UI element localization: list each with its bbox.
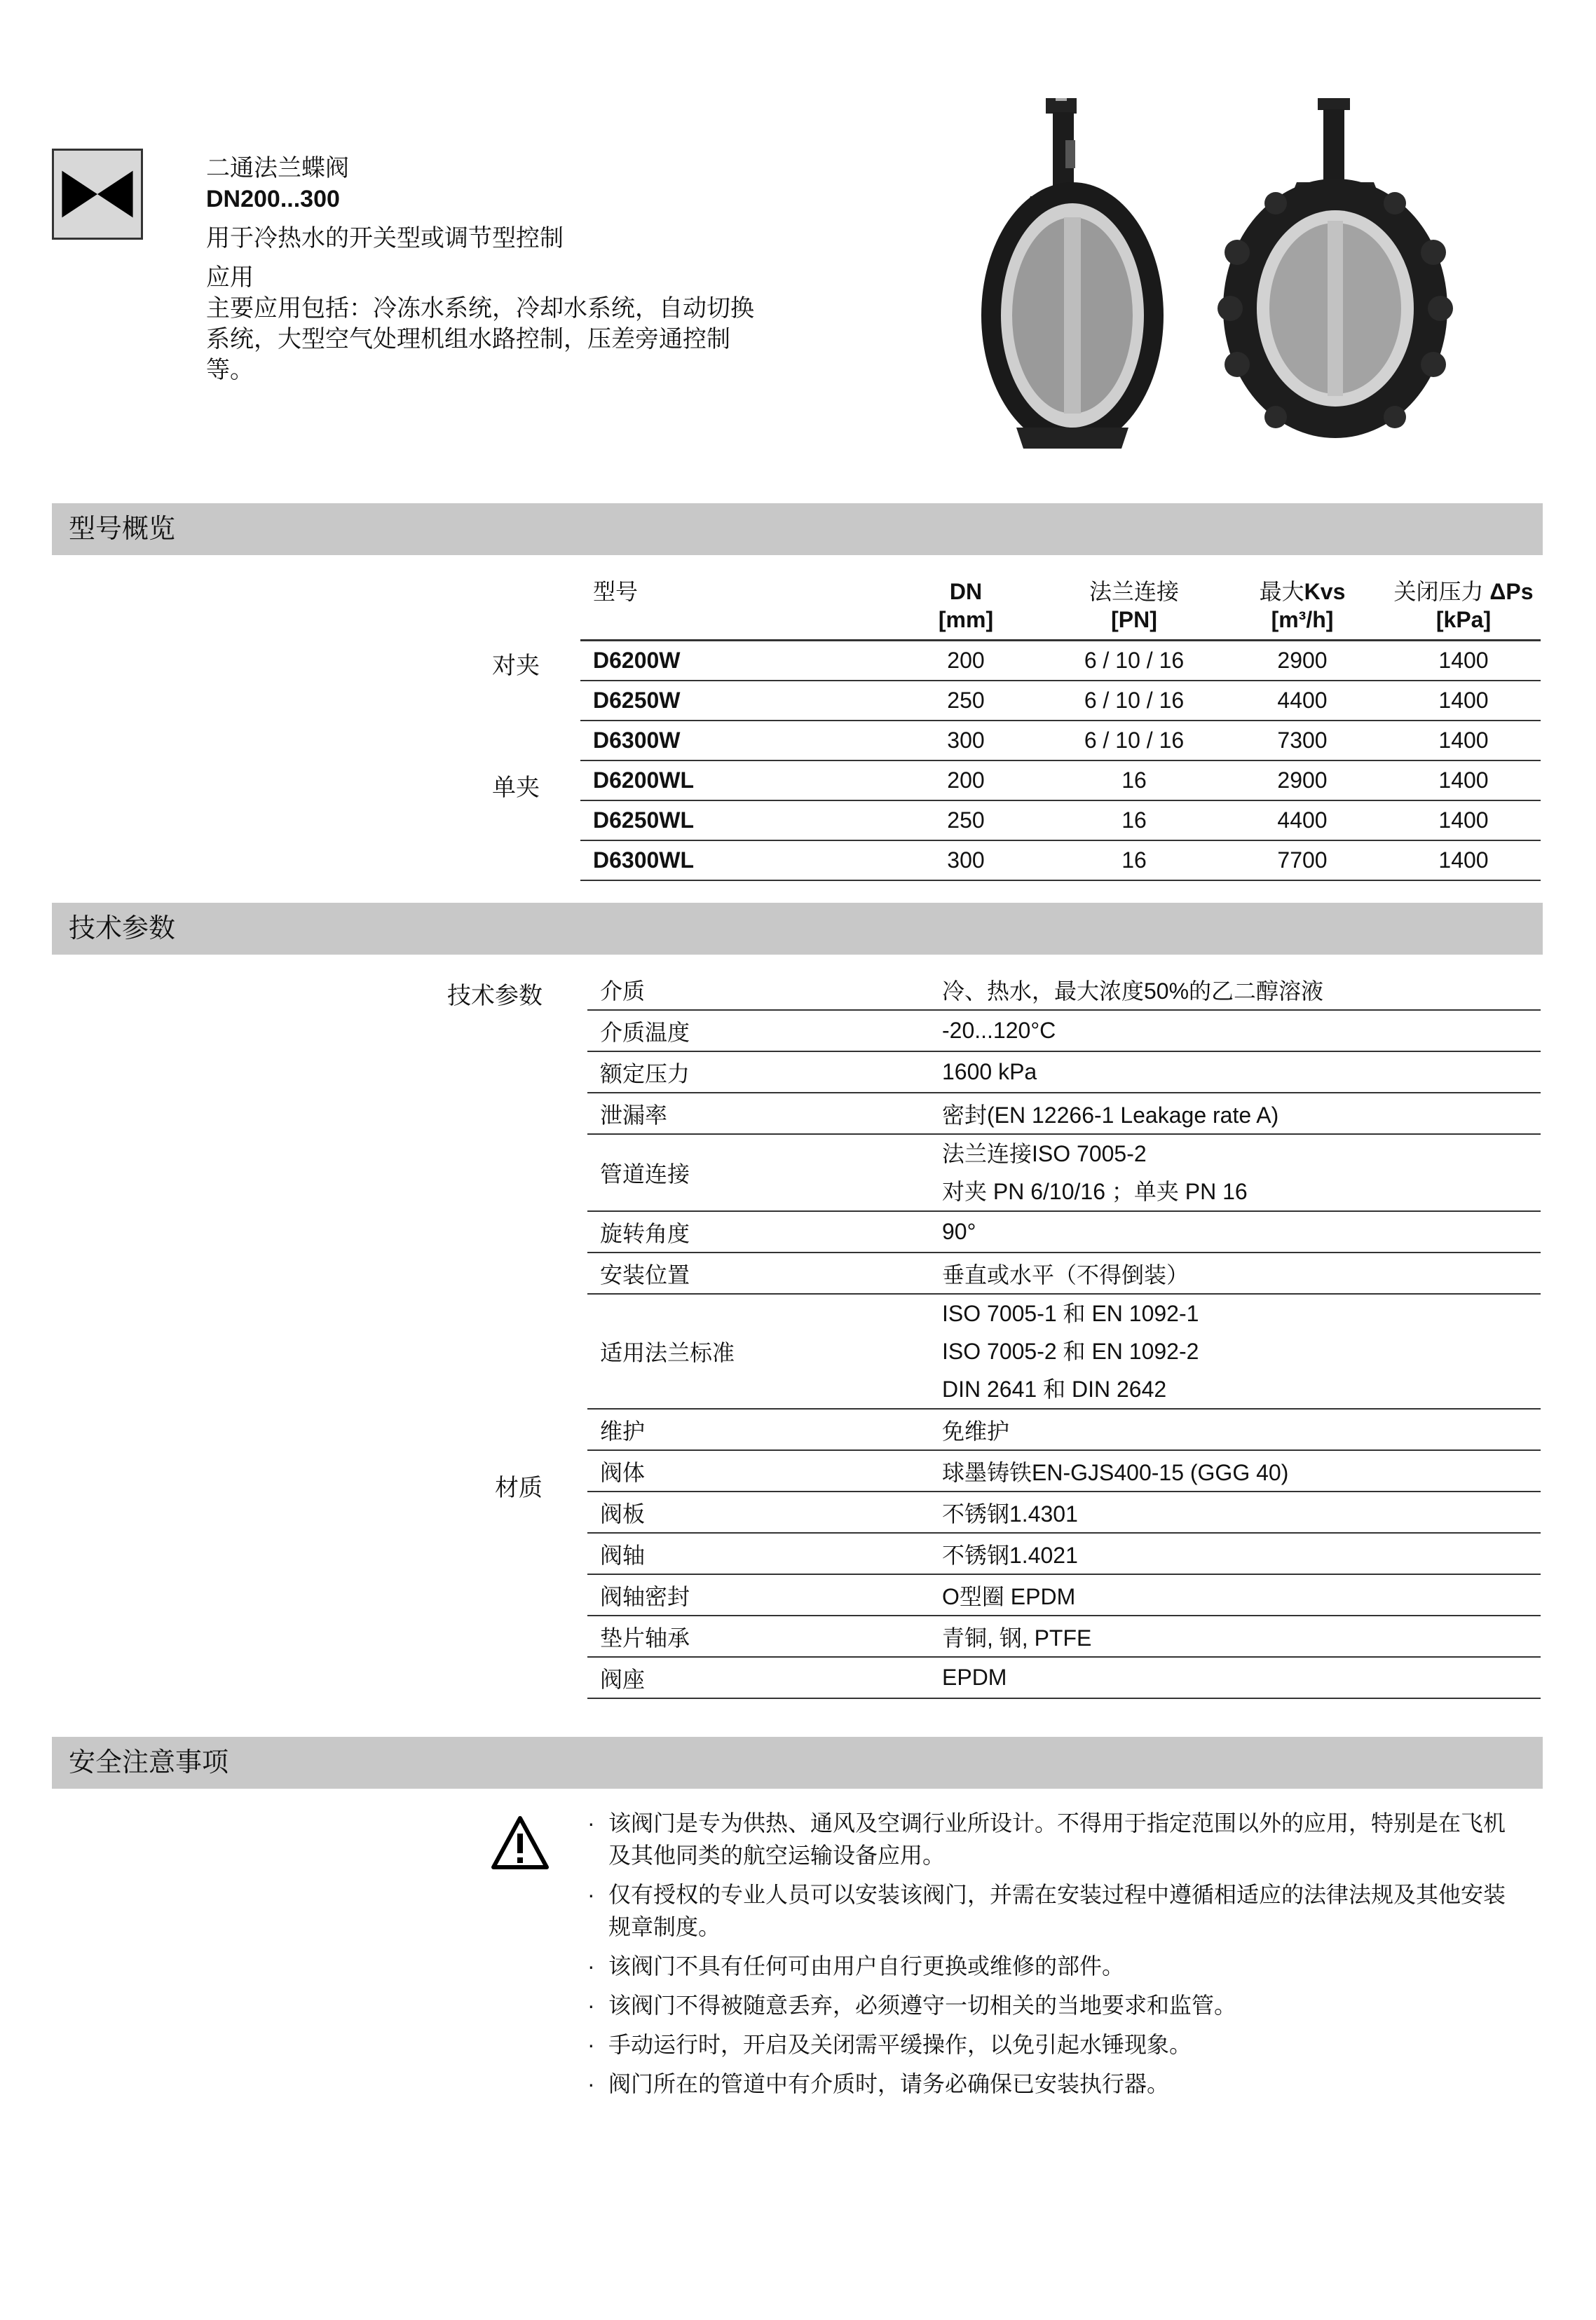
param-value: 免维护 [929,1409,1541,1450]
param-value: O型圈 EPDM [929,1574,1541,1616]
group-label-tech: 技术参数 [447,983,543,1009]
cell-dps: 1400 [1386,800,1541,840]
butterfly-valve-icon [54,151,141,238]
table-row [587,1450,1541,1492]
param-value-line: ISO 7005-2 和 EN 1092-2 [942,1339,1199,1364]
header-model: 型号 [580,573,882,641]
list-item [585,1878,1545,1943]
table-row [587,1492,1541,1533]
param-value: 不锈钢1.4021 [929,1533,1541,1574]
safety-text: 及其他同类的航空运输设备应用。 [608,1843,946,1868]
safety-text: 仅有授权的专业人员可以安装该阀门，并需在安装过程中遵循相适应的法律法规及其他安装 [608,1882,1506,1907]
param-key: 阀体 [587,1450,929,1492]
cell-pn: 6 / 10 / 16 [1050,721,1218,760]
table-row [580,641,1541,681]
param-key: 额定压力 [587,1051,929,1093]
table-row [587,1051,1541,1093]
bullet: · [587,2071,595,2096]
tech-params-table [587,969,1541,1699]
param-key: 阀轴 [587,1533,929,1574]
param-key: 介质 [587,969,929,1010]
param-key: 介质温度 [587,1010,929,1051]
safety-text: 阀门所在的管道中有介质时，请务必确保已安装执行器。 [608,2071,1170,2096]
cell-model: D6200WL [580,760,882,800]
bullet: · [587,2032,595,2057]
param-value: 密封(EN 12266-1 Leakage rate A) [929,1093,1541,1134]
param-value: -20...120°C [929,1010,1541,1051]
table-row [587,1574,1541,1616]
table-row [587,1093,1541,1134]
param-key: 阀板 [587,1492,929,1533]
group-label-lug: 单夹 [492,775,540,801]
table-row [587,1294,1541,1409]
cell-dps: 1400 [1386,641,1541,681]
valve-symbol-logo [52,149,143,240]
lug-valve-image [1218,98,1453,438]
cell-kvs: 4400 [1218,681,1386,721]
table-row [580,681,1541,721]
table-row [587,1409,1541,1450]
cell-kvs: 7300 [1218,721,1386,760]
product-photos [967,98,1528,463]
param-value: EPDM [929,1657,1541,1698]
group-label-material: 材质 [495,1475,543,1501]
section-model-overview: 型号概览 [52,503,1543,555]
cell-model: D6200W [580,641,882,681]
group-label-wafer: 对夹 [492,653,540,679]
application-line-2: 系统，大型空气处理机组水路控制，压差旁通控制 [206,326,730,353]
table-row [587,1616,1541,1657]
cell-dn: 300 [882,721,1050,760]
bullet: · [587,1953,595,1979]
cell-dn: 300 [882,840,1050,880]
table-row [587,969,1541,1010]
product-description: 用于冷热水的开关型或调节型控制 [206,225,564,252]
header-kvs: 最大Kvs [m³/h] [1218,573,1386,641]
table-row [580,721,1541,760]
cell-dps: 1400 [1386,721,1541,760]
cell-pn: 16 [1050,840,1218,880]
application-line-3: 等。 [206,357,254,383]
cell-kvs: 7700 [1218,840,1386,880]
cell-kvs: 2900 [1218,760,1386,800]
cell-kvs: 4400 [1218,800,1386,840]
header-dn: DN [mm] [882,573,1050,641]
param-key: 垫片轴承 [587,1616,929,1657]
param-value: 青铜, 钢, PTFE [929,1616,1541,1657]
param-key: 阀轴密封 [587,1574,929,1616]
header-dps: 关闭压力 ΔPs [kPa] [1386,573,1541,641]
param-key: 安装位置 [587,1253,929,1294]
cell-dps: 1400 [1386,681,1541,721]
safety-text: 规章制度。 [608,1914,721,1939]
cell-pn: 16 [1050,760,1218,800]
application-line-1: 主要应用包括：冷冻水系统，冷却水系统，自动切换 [206,295,754,322]
param-value-line: 法兰连接ISO 7005-2 [942,1141,1147,1166]
cell-pn: 16 [1050,800,1218,840]
cell-dps: 1400 [1386,840,1541,880]
safety-text: 该阀门不得被随意丢弃，必须遵守一切相关的当地要求和监管。 [608,1993,1237,2018]
param-value-line: 对夹 PN 6/10/16 ；单夹 PN 16 [942,1179,1248,1204]
cell-model: D6250WL [580,800,882,840]
application-heading: 应用 [206,264,254,291]
bullet: · [587,1993,595,2018]
param-value: 不锈钢1.4301 [929,1492,1541,1533]
bullet: · [587,1882,595,1907]
table-row [580,760,1541,800]
param-value: 球墨铸铁EN-GJS400-15 (GGG 40) [929,1450,1541,1492]
cell-model: D6300W [580,721,882,760]
cell-dn: 250 [882,681,1050,721]
cell-kvs: 2900 [1218,641,1386,681]
param-value [929,1134,1541,1211]
safety-text: 该阀门是专为供热、通风及空调行业所设计。不得用于指定范围以外的应用，特别是在飞机 [608,1810,1506,1836]
model-table-header [580,573,1541,641]
cell-pn: 6 / 10 / 16 [1050,641,1218,681]
table-row [587,1533,1541,1574]
cell-model: D6300WL [580,840,882,880]
cell-dn: 200 [882,641,1050,681]
header-flange: 法兰连接 [PN] [1050,573,1218,641]
param-key: 泄漏率 [587,1093,929,1134]
table-row [587,1010,1541,1051]
param-key: 旋转角度 [587,1211,929,1253]
safety-text: 手动运行时，开启及关闭需平缓操作，以免引起水锤现象。 [608,2032,1192,2057]
list-item [585,2028,1545,2061]
model-overview-table [580,573,1541,881]
cell-pn: 6 / 10 / 16 [1050,681,1218,721]
cell-dn: 200 [882,760,1050,800]
table-row [580,840,1541,880]
product-title: 二通法兰蝶阀 [206,155,349,182]
param-value: 1600 kPa [929,1051,1541,1093]
section-safety: 安全注意事项 [52,1737,1543,1789]
table-row [580,800,1541,840]
warning-icon [491,1815,550,1870]
table-row [587,1253,1541,1294]
cell-dps: 1400 [1386,760,1541,800]
cell-dn: 250 [882,800,1050,840]
list-item [585,1950,1545,1982]
table-row [587,1134,1541,1211]
table-row [587,1211,1541,1253]
list-item [585,1989,1545,2021]
table-row [587,1657,1541,1698]
param-key: 维护 [587,1409,929,1450]
param-value-line: DIN 2641 和 DIN 2642 [942,1377,1167,1402]
param-value [929,1294,1541,1409]
header-block [206,153,837,385]
param-key: 适用法兰标准 [587,1294,929,1409]
cell-model: D6250W [580,681,882,721]
section-tech-params: 技术参数 [52,903,1543,955]
product-size-range: DN200...300 [206,186,340,212]
param-key: 阀座 [587,1657,929,1698]
list-item [585,1807,1545,1871]
param-value-line: ISO 7005-1 和 EN 1092-1 [942,1301,1199,1326]
wafer-valve-image [981,98,1164,449]
list-item [585,2068,1545,2100]
safety-text: 该阀门不具有任何可由用户自行更换或维修的部件。 [608,1953,1125,1979]
safety-notes-list [585,1807,1545,2107]
param-key: 管道连接 [587,1134,929,1211]
param-value: 90° [929,1211,1541,1253]
bullet: · [587,1810,595,1836]
param-value: 垂直或水平（不得倒装） [929,1253,1541,1294]
param-value: 冷、热水，最大浓度50%的乙二醇溶液 [929,969,1541,1010]
